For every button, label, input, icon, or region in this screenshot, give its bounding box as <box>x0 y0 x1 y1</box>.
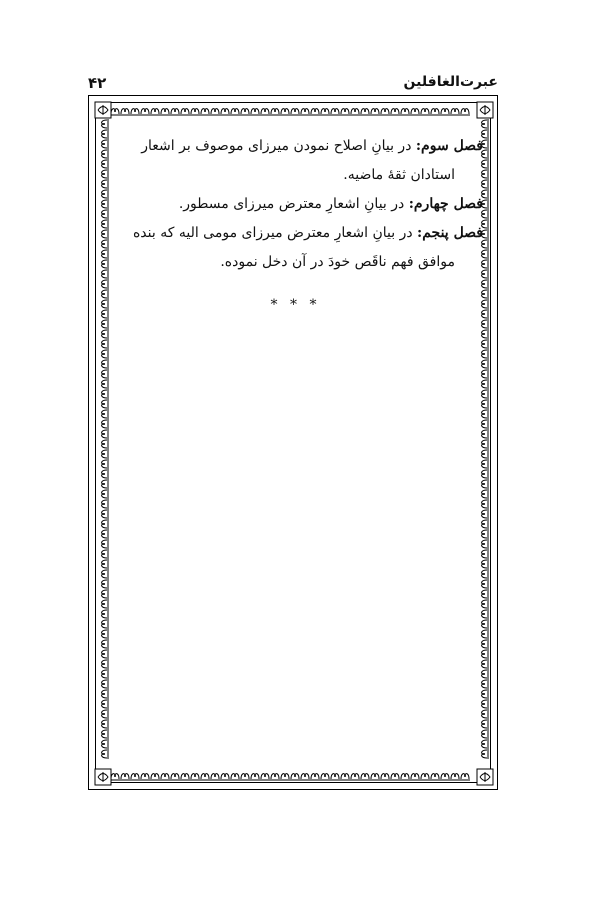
corner-ornament <box>477 102 493 118</box>
ornament-motif <box>102 579 108 589</box>
ornament-motif <box>260 109 270 115</box>
ornament-motif <box>102 499 108 509</box>
running-title: عبرت‌الغافلین <box>403 74 498 90</box>
ornament-motif <box>230 774 240 780</box>
ornament-motif <box>190 109 200 115</box>
corner-ornament <box>477 769 493 785</box>
ornament-motif <box>102 519 108 529</box>
ornament-motif <box>482 639 488 649</box>
ornament-motif <box>310 109 320 115</box>
ornament-motif <box>482 559 488 569</box>
section-3-continuation: استادان ثقهٔ ماضیه. <box>343 167 455 183</box>
ornament-motif <box>260 774 270 780</box>
ornament-motif <box>102 529 108 539</box>
ornament-motif <box>160 774 170 780</box>
ornament-motif <box>482 739 488 749</box>
ornament-motif <box>440 774 450 780</box>
ornament-motif <box>370 774 380 780</box>
ornament-motif <box>390 774 400 780</box>
ornament-motif <box>482 549 488 559</box>
ornament-motif <box>482 349 488 359</box>
ornament-motif <box>102 119 108 129</box>
ornament-motif <box>370 109 380 115</box>
ornament-motif <box>450 109 460 115</box>
ornament-motif <box>482 729 488 739</box>
page-content <box>108 132 483 320</box>
ornament-motif <box>102 349 108 359</box>
ornament-motif <box>482 679 488 689</box>
ornament-motif <box>482 579 488 589</box>
ornament-motif <box>250 774 260 780</box>
ornament-motif <box>280 109 290 115</box>
section-5-heading: فصل پنجم: <box>417 225 483 241</box>
ornament-motif <box>140 774 150 780</box>
ornament-motif <box>482 749 488 759</box>
ornament-motif <box>420 774 430 780</box>
top-ornament-band <box>110 109 470 115</box>
ornament-motif <box>482 399 488 409</box>
ornament-motif <box>102 599 108 609</box>
section-4 <box>108 190 483 219</box>
ornament-motif <box>482 119 488 129</box>
ornament-motif <box>390 109 400 115</box>
ornament-motif <box>482 659 488 669</box>
section-3-heading: فصل سوم: <box>415 138 483 154</box>
ornament-motif <box>102 379 108 389</box>
ornament-motif <box>102 669 108 679</box>
ornament-motif <box>102 649 108 659</box>
ornament-motif <box>460 774 470 780</box>
ornament-motif <box>330 109 340 115</box>
ornament-motif <box>482 539 488 549</box>
page-header <box>88 72 498 94</box>
ornament-motif <box>102 709 108 719</box>
ornament-motif <box>482 489 488 499</box>
ornament-motif <box>210 774 220 780</box>
ornament-motif <box>102 729 108 739</box>
ornament-motif <box>430 109 440 115</box>
ornament-motif <box>430 774 440 780</box>
ornament-motif <box>102 569 108 579</box>
section-4-text: در بیانِ اشعارِ معترض میرزای مسطور. <box>178 196 405 212</box>
ornament-motif <box>120 109 130 115</box>
ornament-motif <box>200 774 210 780</box>
ornament-motif <box>102 609 108 619</box>
ornament-motif <box>290 774 300 780</box>
ornament-motif <box>102 699 108 709</box>
ornament-motif <box>150 109 160 115</box>
ornament-motif <box>400 774 410 780</box>
ornament-motif <box>102 619 108 629</box>
ornament-motif <box>102 479 108 489</box>
ornament-motif <box>482 519 488 529</box>
ornament-motif <box>440 109 450 115</box>
ornament-motif <box>482 339 488 349</box>
ornament-motif <box>482 319 488 329</box>
ornament-motif <box>330 774 340 780</box>
ornament-motif <box>140 109 150 115</box>
ornament-motif <box>130 774 140 780</box>
ornament-motif <box>482 409 488 419</box>
ornament-motif <box>482 439 488 449</box>
section-4-heading: فصل چهارم: <box>408 196 483 212</box>
ornament-motif <box>482 689 488 699</box>
ornament-motif <box>102 369 108 379</box>
section-5-continuation: موافق فهم ناقَص خودَ در آن دخل نموده. <box>220 254 455 270</box>
ornament-motif <box>400 109 410 115</box>
ornament-motif <box>450 774 460 780</box>
ornament-motif <box>380 109 390 115</box>
ornament-motif <box>102 419 108 429</box>
ornament-motif <box>102 509 108 519</box>
ornament-motif <box>482 619 488 629</box>
ornament-motif <box>320 109 330 115</box>
ornament-motif <box>102 639 108 649</box>
ornament-motif <box>340 774 350 780</box>
ornament-motif <box>102 409 108 419</box>
section-3-text: در بیانِ اصلاح نمودن میرزای موصوف بر اشعار <box>141 138 412 154</box>
ornament-motif <box>482 599 488 609</box>
ornament-motif <box>102 739 108 749</box>
ornament-motif <box>270 774 280 780</box>
ornament-motif <box>102 719 108 729</box>
ornament-motif <box>102 659 108 669</box>
ornament-motif <box>482 719 488 729</box>
ornament-motif <box>482 589 488 599</box>
ornament-motif <box>482 649 488 659</box>
ornament-motif <box>102 539 108 549</box>
ornament-motif <box>270 109 280 115</box>
ornament-motif <box>160 109 170 115</box>
ornament-motif <box>102 679 108 689</box>
ornament-motif <box>102 439 108 449</box>
ornament-motif <box>102 749 108 759</box>
section-5 <box>108 219 483 248</box>
ornament-motif <box>120 774 130 780</box>
ornament-motif <box>230 109 240 115</box>
ornament-motif <box>102 449 108 459</box>
ornament-motif <box>410 109 420 115</box>
ornament-motif <box>102 429 108 439</box>
ornament-motif <box>482 479 488 489</box>
ornament-motif <box>460 109 470 115</box>
ornament-motif <box>102 589 108 599</box>
ornament-motif <box>482 709 488 719</box>
ornament-motif <box>290 109 300 115</box>
ornament-motif <box>102 399 108 409</box>
ornament-motif <box>102 339 108 349</box>
ornament-motif <box>220 109 230 115</box>
ornament-motif <box>350 109 360 115</box>
ornament-motif <box>250 109 260 115</box>
ornament-motif <box>130 109 140 115</box>
ornament-motif <box>150 774 160 780</box>
ornament-motif <box>482 629 488 639</box>
ornament-motif <box>240 109 250 115</box>
ornament-motif <box>482 449 488 459</box>
ornament-motif <box>482 389 488 399</box>
ornament-motif <box>482 669 488 679</box>
ornament-motif <box>280 774 290 780</box>
ornament-motif <box>180 774 190 780</box>
ornament-motif <box>482 329 488 339</box>
ornament-motif <box>482 569 488 579</box>
ornament-motif <box>102 469 108 479</box>
ornament-motif <box>300 109 310 115</box>
section-5-text: در بیانِ اشعارِ معترض میرزای مومی الیه که بنده <box>132 225 413 241</box>
ornament-motif <box>482 459 488 469</box>
section-separator: * * * <box>270 297 321 313</box>
ornament-motif <box>102 359 108 369</box>
ornament-motif <box>300 774 310 780</box>
ornament-motif <box>102 329 108 339</box>
ornament-motif <box>482 469 488 479</box>
ornament-motif <box>482 419 488 429</box>
bottom-ornament-band <box>110 774 470 780</box>
ornament-motif <box>170 774 180 780</box>
ornament-motif <box>102 689 108 699</box>
ornament-motif <box>420 109 430 115</box>
ornament-motif <box>220 774 230 780</box>
ornament-motif <box>102 549 108 559</box>
ornament-motif <box>482 529 488 539</box>
ornament-motif <box>320 774 330 780</box>
ornament-motif <box>380 774 390 780</box>
ornament-motif <box>102 319 108 329</box>
ornament-motif <box>482 359 488 369</box>
section-3 <box>108 132 483 161</box>
ornament-motif <box>482 379 488 389</box>
page-number: ۴۲ <box>88 74 107 92</box>
ornament-motif <box>190 774 200 780</box>
ornament-motif <box>482 609 488 619</box>
ornament-motif <box>482 499 488 509</box>
ornament-motif <box>200 109 210 115</box>
ornament-motif <box>102 389 108 399</box>
ornament-motif <box>482 699 488 709</box>
corner-ornament <box>95 769 111 785</box>
ornament-motif <box>482 429 488 439</box>
ornament-motif <box>350 774 360 780</box>
ornament-motif <box>360 109 370 115</box>
ornament-motif <box>482 509 488 519</box>
ornament-motif <box>102 459 108 469</box>
ornament-motif <box>360 774 370 780</box>
ornament-motif <box>102 489 108 499</box>
ornament-motif <box>170 109 180 115</box>
ornament-motif <box>410 774 420 780</box>
ornament-motif <box>102 629 108 639</box>
ornament-motif <box>210 109 220 115</box>
corner-ornament <box>95 102 111 118</box>
ornament-motif <box>482 369 488 379</box>
ornament-motif <box>340 109 350 115</box>
ornament-motif <box>240 774 250 780</box>
ornament-motif <box>180 109 190 115</box>
ornament-motif <box>310 774 320 780</box>
ornament-motif <box>102 559 108 569</box>
